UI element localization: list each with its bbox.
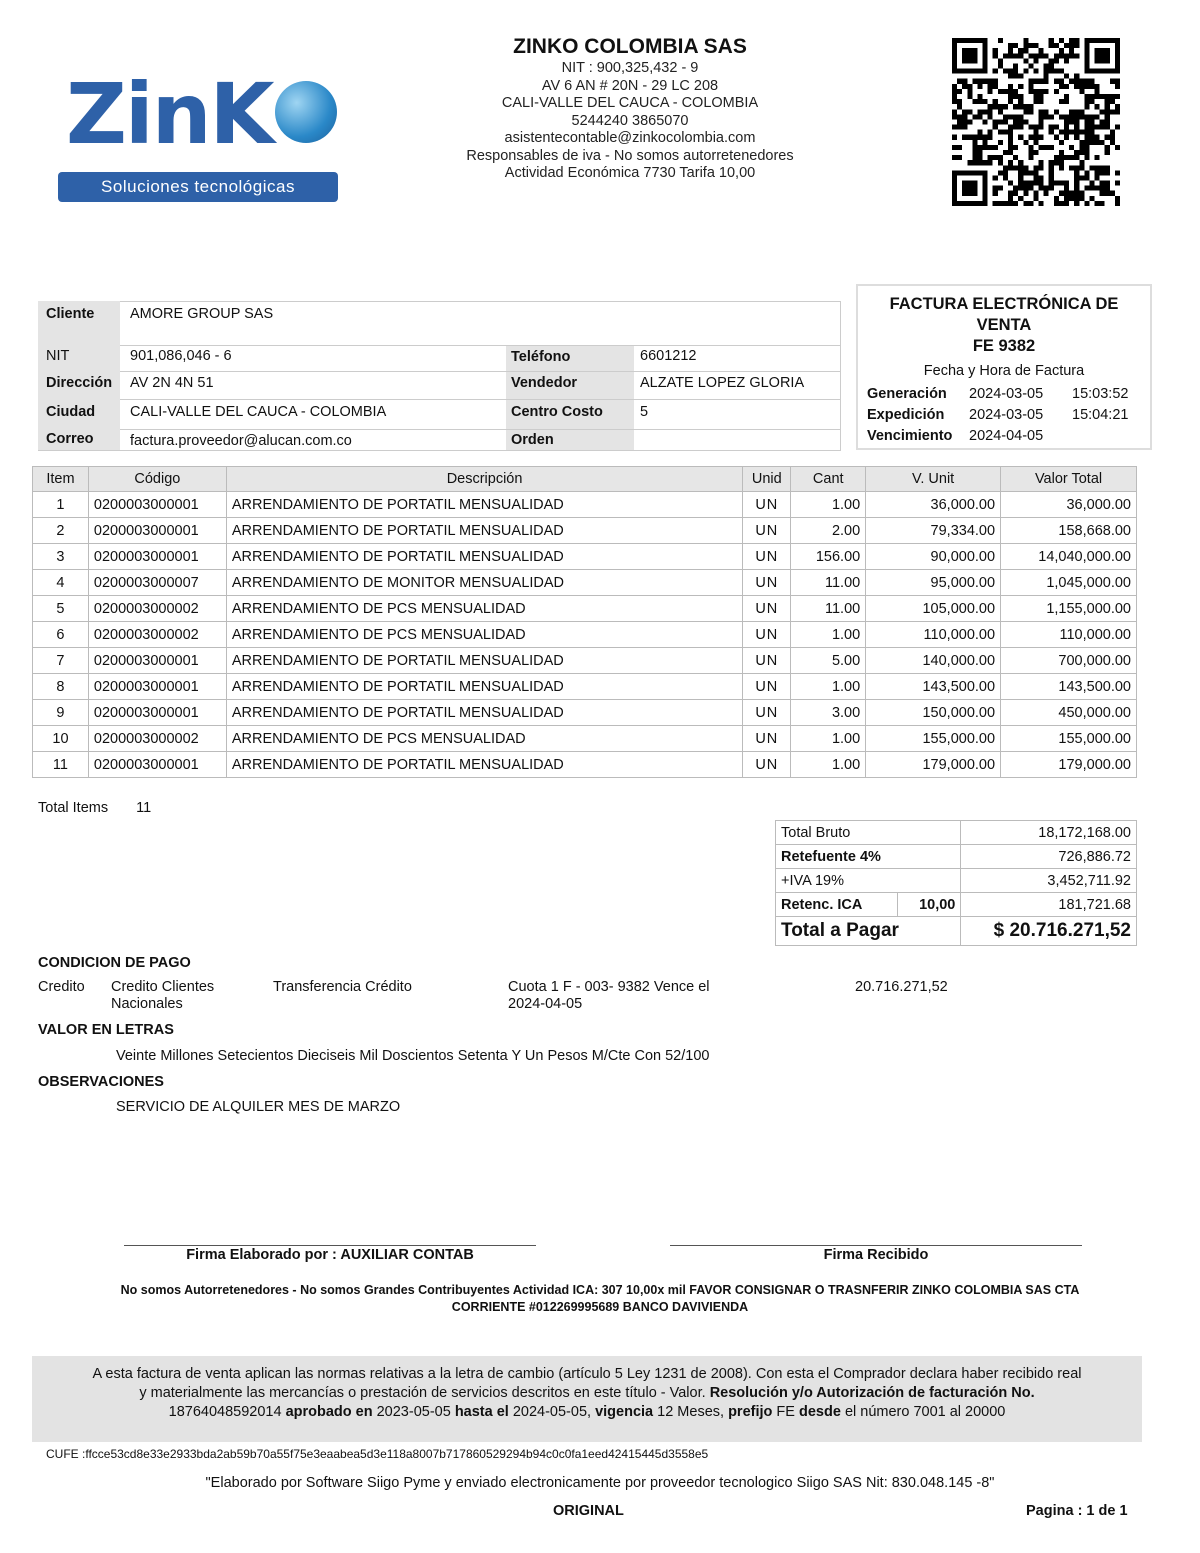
item-description: ARRENDAMIENTO DE PORTATIL MENSUALIDAD: [226, 648, 742, 674]
logo-sphere-icon: [275, 81, 337, 143]
pago-cuota: [508, 979, 710, 1013]
item-total: 179,000.00: [1001, 752, 1137, 778]
date-label: Vencimiento: [867, 427, 953, 444]
resolution-bold: aprobado en: [285, 1404, 373, 1420]
total-items-label: Total Items: [38, 800, 109, 816]
item-code: 0200003000001: [88, 648, 226, 674]
direccion-value: AV 2N 4N 51: [130, 375, 214, 391]
item-quantity: 5.00: [791, 648, 866, 674]
item-description: ARRENDAMIENTO DE PCS MENSUALIDAD: [226, 622, 742, 648]
date-label: Generación: [867, 385, 947, 402]
col-codigo: Código: [88, 467, 226, 492]
resolution-date-from: 2023-05-05: [376, 1404, 451, 1420]
cufe: CUFE :ffcce53cd8e33e2933bda2ab59b70a55f75e3eaabea5d3e118a8007b717860529294b94c0c0fa1eed42415445d3558e5: [46, 1447, 709, 1461]
item-unit-price: 143,500.00: [866, 674, 1001, 700]
iva-value: 3,452,711.92: [961, 869, 1137, 893]
company-header: [440, 34, 820, 183]
resolution-line3: [52, 1403, 1122, 1422]
resolution-bold: Resolución y/o Autorización de facturación No.: [709, 1385, 1035, 1401]
item-description: ARRENDAMIENTO DE PCS MENSUALIDAD: [226, 726, 742, 752]
qr-code-icon: [952, 38, 1120, 206]
item-quantity: 11.00: [791, 596, 866, 622]
nit-value: 901,086,046 - 6: [130, 348, 232, 364]
item-description: ARRENDAMIENTO DE PORTATIL MENSUALIDAD: [226, 492, 742, 518]
correo-label: Correo: [46, 431, 94, 447]
centro-costo-label: Centro Costo: [511, 404, 603, 420]
item-total: 14,040,000.00: [1001, 544, 1137, 570]
total-bruto-value: 18,172,168.00: [961, 821, 1137, 845]
signature-elaborado: Firma Elaborado por : AUXILIAR CONTAB: [186, 1247, 474, 1263]
date-value: 2024-04-05: [969, 427, 1044, 444]
totals-row: [776, 917, 1137, 946]
resolution-text: y materialmente las mercancías o prestación de servicios descritos en este título - Valor.: [139, 1385, 706, 1401]
totals-table: [775, 820, 1137, 946]
item-quantity: 1.00: [791, 622, 866, 648]
ica-label: Retenc. ICA: [776, 893, 898, 917]
page-number: Pagina : 1 de 1: [1026, 1503, 1128, 1519]
pago-heading: CONDICION DE PAGO: [38, 955, 191, 971]
invoice-title-line1: FACTURA ELECTRÓNICA DE: [889, 295, 1119, 313]
ciudad-value: CALI-VALLE DEL CAUCA - COLOMBIA: [130, 404, 387, 420]
cliente-value: AMORE GROUP SAS: [130, 306, 274, 322]
item-total: 700,000.00: [1001, 648, 1137, 674]
letras-heading: VALOR EN LETRAS: [38, 1022, 174, 1038]
item-unit: UN: [743, 726, 791, 752]
item-quantity: 156.00: [791, 544, 866, 570]
item-description: ARRENDAMIENTO DE MONITOR MENSUALIDAD: [226, 570, 742, 596]
item-unit: UN: [743, 648, 791, 674]
col-vunit: V. Unit: [866, 467, 1001, 492]
item-quantity: 11.00: [791, 570, 866, 596]
time-value: [1072, 425, 1128, 446]
item-number: 3: [33, 544, 89, 570]
vendedor-label: Vendedor: [511, 375, 578, 391]
item-code: 0200003000001: [88, 752, 226, 778]
item-description: ARRENDAMIENTO DE PORTATIL MENSUALIDAD: [226, 752, 742, 778]
pago-medio-line1: Credito Clientes: [111, 979, 215, 995]
item-number: 6: [33, 622, 89, 648]
logo-tagline: Soluciones tecnológicas: [58, 172, 338, 202]
obs-text: SERVICIO DE ALQUILER MES DE MARZO: [116, 1099, 401, 1115]
retefuente-label: Retefuente 4%: [776, 845, 961, 869]
item-total: 36,000.00: [1001, 492, 1137, 518]
item-total: 110,000.00: [1001, 622, 1137, 648]
item-code: 0200003000001: [88, 492, 226, 518]
resolution-bold: hasta el: [454, 1404, 509, 1420]
item-number: 10: [33, 726, 89, 752]
table-row: [33, 648, 1137, 674]
resolution-bold: desde: [798, 1404, 841, 1420]
item-number: 11: [33, 752, 89, 778]
item-unit-price: 79,334.00: [866, 518, 1001, 544]
col-cant: Cant: [791, 467, 866, 492]
item-description: ARRENDAMIENTO DE PORTATIL MENSUALIDAD: [226, 700, 742, 726]
item-code: 0200003000001: [88, 700, 226, 726]
item-number: 5: [33, 596, 89, 622]
time-value: 15:03:52: [1072, 385, 1129, 402]
item-description: ARRENDAMIENTO DE PORTATIL MENSUALIDAD: [226, 518, 742, 544]
item-code: 0200003000001: [88, 518, 226, 544]
invoice-number: FE 9382: [972, 337, 1036, 355]
company-city: CALI-VALLE DEL CAUCA - COLOMBIA: [501, 95, 759, 111]
retefuente-value: 726,886.72: [961, 845, 1137, 869]
totals-row: [776, 845, 1137, 869]
resolution-range: el número 7001 al 20000: [844, 1404, 1006, 1420]
client-info: [38, 301, 841, 451]
total-pagar-label: Total a Pagar: [776, 917, 961, 946]
time-value: 15:04:21: [1072, 406, 1129, 423]
item-unit: UN: [743, 518, 791, 544]
letras-text: Veinte Millones Setecientos Dieciseis Mil Doscientos Setenta Y Un Pesos M/Cte Con 52/100: [116, 1048, 710, 1064]
company-activity: Actividad Económica 7730 Tarifa 10,00: [504, 165, 756, 181]
total-bruto-label: Total Bruto: [776, 821, 961, 845]
table-row: [33, 752, 1137, 778]
item-unit-price: 140,000.00: [866, 648, 1001, 674]
pago-cuota-line2: 2024-04-05: [508, 996, 583, 1012]
table-row: [33, 622, 1137, 648]
table-row: [33, 674, 1137, 700]
invoice-title: [858, 294, 1150, 357]
signature-recibido: Firma Recibido: [823, 1247, 929, 1263]
item-unit-price: 150,000.00: [866, 700, 1001, 726]
company-phone: 5244240 3865070: [571, 112, 689, 129]
cliente-label: Cliente: [46, 306, 95, 322]
table-row: [33, 700, 1137, 726]
pago-medio-line2: Nacionales: [111, 996, 183, 1012]
company-address: AV 6 AN # 20N - 29 LC 208: [541, 77, 719, 94]
date-row: [867, 404, 1128, 425]
company-name: ZINKO COLOMBIA SAS: [513, 35, 747, 58]
item-total: 450,000.00: [1001, 700, 1137, 726]
date-value: 2024-03-05: [969, 385, 1044, 402]
resolution-date-to: 2024-05-05,: [512, 1404, 592, 1420]
col-unid: Unid: [743, 467, 791, 492]
item-description: ARRENDAMIENTO DE PORTATIL MENSUALIDAD: [226, 544, 742, 570]
invoice-dates: [867, 383, 1128, 446]
signature-line-elaborado: [124, 1245, 536, 1246]
item-number: 2: [33, 518, 89, 544]
item-number: 7: [33, 648, 89, 674]
item-unit-price: 95,000.00: [866, 570, 1001, 596]
item-unit: UN: [743, 752, 791, 778]
item-quantity: 2.00: [791, 518, 866, 544]
telefono-value: 6601212: [640, 348, 697, 364]
item-total: 1,045,000.00: [1001, 570, 1137, 596]
item-unit-price: 90,000.00: [866, 544, 1001, 570]
item-description: ARRENDAMIENTO DE PCS MENSUALIDAD: [226, 596, 742, 622]
centro-costo-value: 5: [640, 404, 649, 420]
item-code: 0200003000002: [88, 726, 226, 752]
iva-label: +IVA 19%: [776, 869, 961, 893]
total-items-value: 11: [136, 800, 152, 816]
item-unit-price: 105,000.00: [866, 596, 1001, 622]
item-quantity: 1.00: [791, 752, 866, 778]
fecha-heading: Fecha y Hora de Factura: [923, 363, 1085, 379]
pago-medio: [111, 979, 214, 1013]
orden-label: Orden: [511, 432, 554, 448]
item-quantity: 1.00: [791, 492, 866, 518]
resolution-line2: [52, 1384, 1122, 1403]
item-number: 9: [33, 700, 89, 726]
company-nit: NIT : 900,325,432 - 9: [561, 60, 699, 76]
total-items: [38, 800, 151, 816]
items-table: [32, 466, 1137, 778]
date-row: [867, 425, 1128, 446]
ica-value: 181,721.68: [961, 893, 1137, 917]
totals-row: [776, 893, 1137, 917]
ica-rate: 10,00: [897, 893, 961, 917]
direccion-label: Dirección: [46, 375, 113, 391]
invoice-title-line2: VENTA: [976, 316, 1032, 334]
resolution-validity: 12 Meses,: [657, 1404, 725, 1420]
table-row: [33, 726, 1137, 752]
item-unit: UN: [743, 596, 791, 622]
pago-valor: 20.716.271,52: [855, 979, 948, 995]
signature-line-recibido: [670, 1245, 1082, 1246]
original-label: ORIGINAL: [553, 1503, 624, 1519]
totals-row: [776, 869, 1137, 893]
item-number: 4: [33, 570, 89, 596]
date-label: Expedición: [867, 406, 945, 423]
item-unit: UN: [743, 492, 791, 518]
resolution-line1: A esta factura de venta aplican las normas relativas a la letra de cambio (artículo 5 Ley 1231 de 2008). Con esta el Comprador declara haber recibido real: [92, 1366, 1082, 1382]
pago-tipo: Credito: [38, 979, 85, 995]
telefono-label: Teléfono: [511, 349, 571, 365]
item-code: 0200003000002: [88, 622, 226, 648]
item-unit-price: 36,000.00: [866, 492, 1001, 518]
item-unit-price: 110,000.00: [866, 622, 1001, 648]
logo-word: ZinK: [66, 65, 273, 163]
date-row: [867, 383, 1128, 404]
company-logo: [66, 65, 337, 163]
item-total: 1,155,000.00: [1001, 596, 1137, 622]
table-row: [33, 596, 1137, 622]
item-unit-price: 179,000.00: [866, 752, 1001, 778]
resolution-number: 18764048592014: [168, 1404, 282, 1420]
item-quantity: 3.00: [791, 700, 866, 726]
correo-value: factura.proveedor@alucan.com.co: [130, 433, 352, 449]
col-valor-total: Valor Total: [1001, 467, 1137, 492]
nit-label: NIT: [46, 348, 70, 364]
resolution-bold: vigencia: [595, 1404, 654, 1420]
col-descripcion: Descripción: [226, 467, 742, 492]
item-unit: UN: [743, 674, 791, 700]
legal-line2: CORRIENTE #012269995689 BANCO DAVIVIENDA: [451, 1300, 749, 1314]
item-unit-price: 155,000.00: [866, 726, 1001, 752]
col-item: Item: [33, 467, 89, 492]
item-unit: UN: [743, 544, 791, 570]
item-code: 0200003000002: [88, 596, 226, 622]
item-unit: UN: [743, 622, 791, 648]
item-total: 158,668.00: [1001, 518, 1137, 544]
items-header-row: [33, 467, 1137, 492]
vendedor-value: ALZATE LOPEZ GLORIA: [640, 375, 805, 391]
item-unit: UN: [743, 700, 791, 726]
software-credit: "Elaborado por Software Siigo Pyme y enviado electronicamente por proveedor tecnologico Siigo SAS Nit: 830.048.145 -8": [205, 1475, 995, 1491]
item-number: 8: [33, 674, 89, 700]
legal-notice: [40, 1282, 1160, 1316]
obs-heading: OBSERVACIONES: [38, 1074, 164, 1090]
item-unit: UN: [743, 570, 791, 596]
total-pagar-value: $ 20.716.271,52: [961, 917, 1137, 946]
legal-line1: No somos Autorretenedores - No somos Grandes Contribuyentes Actividad ICA: 307 10,00x mil FAVOR CONSIGNAR O TRASNFERIR ZINKO COLOMBIA SAS CTA: [120, 1283, 1080, 1297]
table-row: [33, 518, 1137, 544]
item-description: ARRENDAMIENTO DE PORTATIL MENSUALIDAD: [226, 674, 742, 700]
item-code: 0200003000001: [88, 544, 226, 570]
company-email: asistentecontable@zinkocolombia.com: [504, 130, 756, 146]
item-quantity: 1.00: [791, 674, 866, 700]
item-total: 155,000.00: [1001, 726, 1137, 752]
table-row: [33, 544, 1137, 570]
item-number: 1: [33, 492, 89, 518]
resolution-notice: [32, 1356, 1142, 1442]
pago-forma: Transferencia Crédito: [273, 979, 412, 995]
table-row: [33, 492, 1137, 518]
resolution-bold: prefijo: [728, 1404, 773, 1420]
date-value: 2024-03-05: [969, 406, 1044, 423]
ciudad-label: Ciudad: [46, 404, 96, 420]
invoice-header-box: [856, 284, 1152, 450]
company-tax-regime: Responsables de iva - No somos autorretenedores: [466, 147, 794, 164]
table-row: [33, 570, 1137, 596]
totals-row: [776, 821, 1137, 845]
item-code: 0200003000007: [88, 570, 226, 596]
item-code: 0200003000001: [88, 674, 226, 700]
item-total: 143,500.00: [1001, 674, 1137, 700]
resolution-prefix: FE: [776, 1404, 795, 1420]
pago-cuota-line1: Cuota 1 F - 003- 9382 Vence el: [508, 979, 710, 995]
item-quantity: 1.00: [791, 726, 866, 752]
